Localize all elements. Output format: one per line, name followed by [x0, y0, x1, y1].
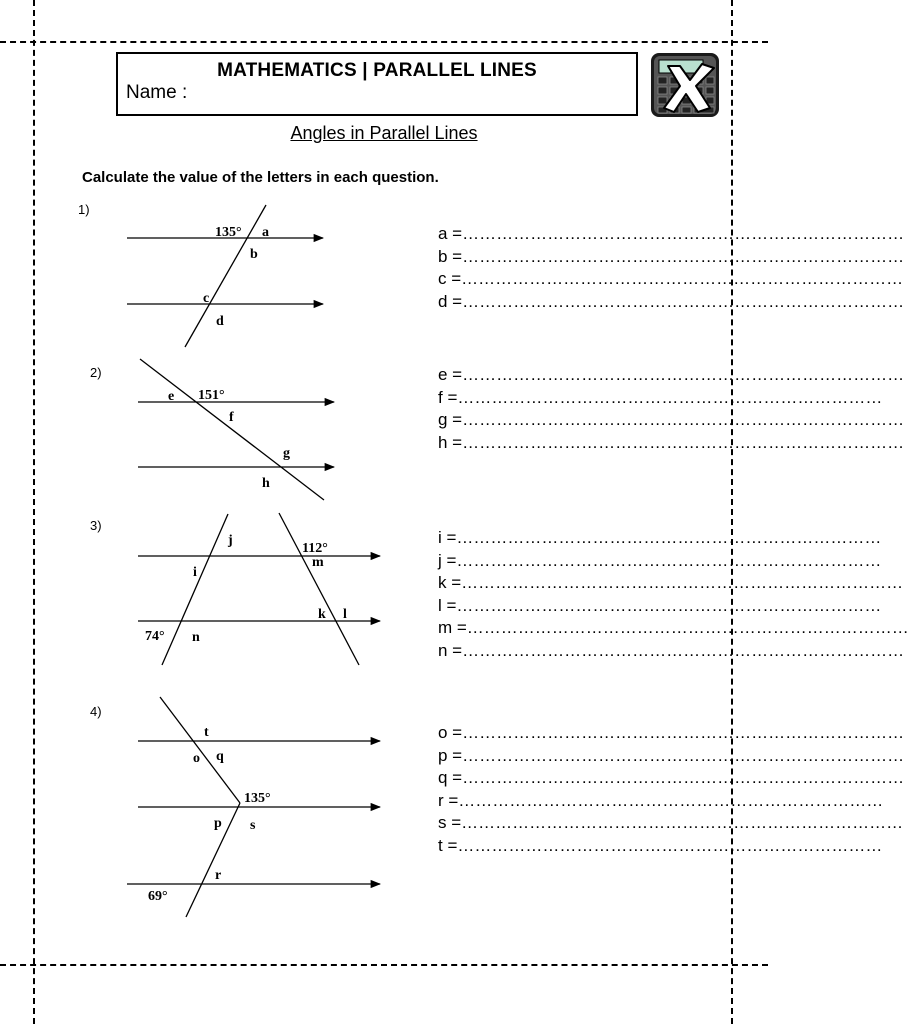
answer-line-t[interactable]: t =………………………………………………………………… — [438, 835, 883, 855]
q4-transversal-upper — [160, 697, 240, 803]
q4-label-s: s — [250, 818, 256, 833]
answer-line-f[interactable]: f =………………………………………………………………… — [438, 387, 883, 407]
q3-transversal-right — [279, 513, 359, 665]
q3-label-n: n — [192, 630, 200, 645]
question-number-1: 1) — [78, 202, 90, 217]
worksheet-title: MATHEMATICS | PARALLEL LINES — [217, 60, 537, 81]
question-number-3: 3) — [90, 518, 102, 533]
answer-line-k[interactable]: k =…………………………………………………………………… — [438, 573, 904, 593]
q1-label-d: d — [216, 314, 224, 329]
q3-angle-label-112: 112° — [302, 541, 328, 556]
answer-line-d[interactable]: d =…………………………………………………………………… — [438, 291, 905, 311]
name-label: Name : — [126, 82, 188, 103]
answer-line-g[interactable]: g =…………………………………………………………………… — [438, 410, 905, 430]
answer-line-h[interactable]: h =…………………………………………………………………… — [438, 432, 905, 452]
q2-angle-label: 151° — [198, 388, 225, 403]
q2-label-g: g — [283, 446, 290, 461]
q2-label-h: h — [262, 476, 270, 491]
q4-label-q: q — [216, 749, 224, 764]
q3-label-i: i — [193, 565, 197, 580]
answer-line-i[interactable]: i =………………………………………………………………… — [438, 528, 882, 547]
q3-angle-label-74: 74° — [145, 629, 165, 644]
answer-line-a[interactable]: a =…………………………………………………………………… — [438, 224, 905, 243]
answer-line-j[interactable]: j =………………………………………………………………… — [438, 550, 882, 570]
q3-label-j: j — [228, 533, 233, 548]
answer-line-q[interactable]: q =…………………………………………………………………… — [438, 768, 905, 788]
diagram-1 — [127, 205, 323, 347]
instruction-text: Calculate the value of the letters in each question. — [82, 169, 439, 186]
q4-label-p: p — [214, 816, 222, 831]
q2-label-f: f — [229, 410, 234, 425]
q4-label-r: r — [215, 868, 222, 883]
q1-angle-label: 135° — [215, 225, 242, 240]
answer-line-m[interactable]: m =…………………………………………………………………… — [438, 618, 909, 638]
diagram-2 — [138, 359, 334, 500]
question-number-4: 4) — [90, 704, 102, 719]
q4-angle-label-135: 135° — [244, 791, 271, 806]
q1-label-b: b — [250, 247, 258, 262]
answer-line-n[interactable]: n =…………………………………………………………………… — [438, 640, 905, 660]
answer-line-r[interactable]: r =………………………………………………………………… — [438, 790, 884, 810]
q2-label-e: e — [168, 389, 175, 404]
q4-transversal-lower — [186, 803, 240, 917]
q1-label-a: a — [262, 225, 269, 240]
answers-q1 — [438, 223, 904, 313]
q4-label-t: t — [204, 725, 209, 740]
answers-q3 — [438, 527, 909, 663]
answer-line-o[interactable]: o =…………………………………………………………………… — [438, 723, 905, 742]
subtitle-text: Angles in Parallel Lines — [290, 123, 478, 143]
answers-q4 — [438, 722, 904, 858]
answer-line-s[interactable]: s =…………………………………………………………………… — [438, 813, 904, 833]
answers-q2 — [438, 364, 904, 454]
q3-label-k: k — [318, 607, 326, 622]
answer-line-e[interactable]: e =…………………………………………………………………… — [438, 365, 905, 384]
answer-line-p[interactable]: p =…………………………………………………………………… — [438, 745, 905, 765]
q3-label-m: m — [312, 555, 324, 570]
diagram-4 — [127, 697, 380, 917]
answer-line-c[interactable]: c =…………………………………………………………………… — [438, 269, 904, 289]
answer-line-l[interactable]: l =………………………………………………………………… — [438, 595, 882, 615]
diagram-3 — [138, 513, 380, 665]
q2-transversal — [140, 359, 324, 500]
q4-label-o: o — [193, 751, 200, 766]
q1-label-c: c — [203, 291, 210, 306]
q3-label-l: l — [343, 607, 347, 622]
question-number-2: 2) — [90, 365, 102, 380]
answer-line-b[interactable]: b =…………………………………………………………………… — [438, 246, 905, 266]
q4-angle-label-69: 69° — [148, 889, 168, 904]
